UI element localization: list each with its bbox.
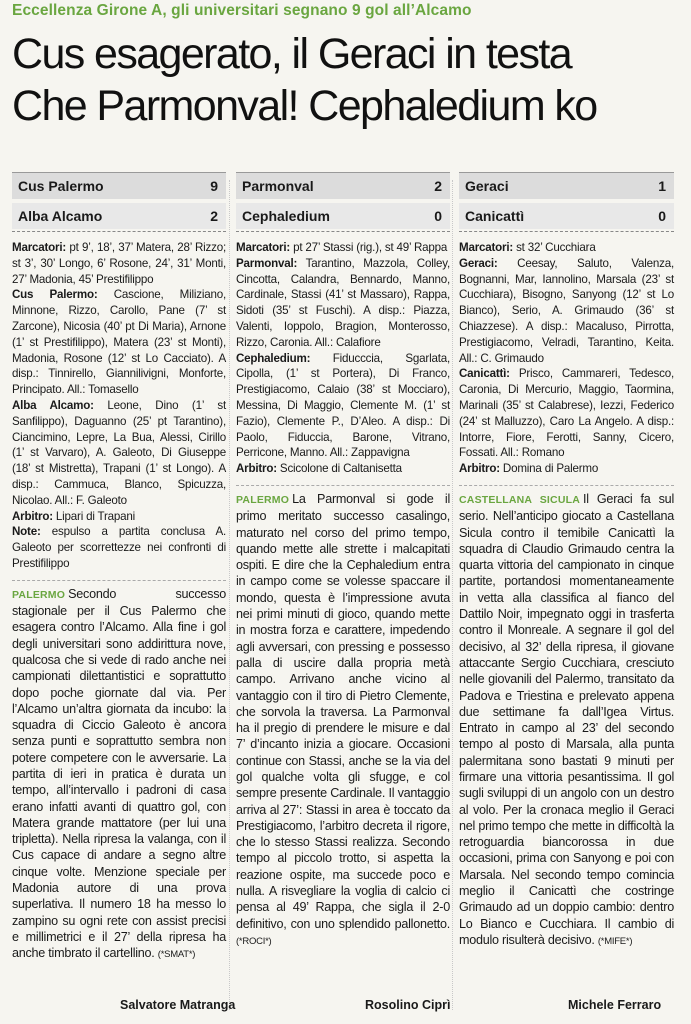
byline-author: Salvatore Matranga xyxy=(120,998,236,1012)
match-column-2 xyxy=(236,172,450,950)
team-name: Parmonval xyxy=(242,178,314,194)
match-column-1 xyxy=(12,172,226,964)
byline-author: Michele Ferraro xyxy=(568,998,662,1012)
team-score: 0 xyxy=(434,208,442,224)
team-name: Alba Alcamo xyxy=(18,208,103,224)
match-details xyxy=(236,240,450,477)
detail-away-lineup: Alba Alcamo: Leone, Dino (1’ st Sanfilippo), Daguanno (25’ pt Tarantino), Ciancimino, Lepre, La Bua, Alessi, Cirillo (1’ st Varvaro), A. Galeoto, Di Giuseppe (18’ st Mistretta), Trapani (1’ st Longo). A disp.: Cammuca, Blanco, Spicuzza, Nicolao. All.: F. Galeoto xyxy=(12,398,226,507)
team-name: Geraci xyxy=(465,178,509,194)
score-row-home xyxy=(459,173,674,199)
team-name: Cephaledium xyxy=(242,208,330,224)
detail-home-lineup: Cus Palermo: Cascione, Miliziano, Minnone, Rizzo, Carollo, Pane (7’ st Zarcone), Nicosia (40’ pt Di Maria), Arnone (1’ st Prestifilippo), Matera (23’ st Monti), Madonia, Rosone (12’ st Lo Cacciato). A disp.: Tinnirello, Giannilivigni, Monforte, Principato. All.: Tomasello xyxy=(12,288,226,397)
detail-referee: Arbitro: Domina di Palermo xyxy=(459,462,599,476)
article-body: CASTELLANA SICULA Il Geraci fa sul serio. Nell’anticipo giocato a Castellana Sicula contro il temibile Canicattì la squadra di Claudio Grimaudo centra la quarta vittoria del campionato in cinque partite, portandosi momentaneamente in vetta alla classifica al fianco del Dattilo Noir, impegnato oggi in trasferta contro il Monreale. A segnare il gol del decisivo, al 32’ della ripresa, il giovane attaccante Sergio Cucchiara, cresciuto nelle giovanili del Palermo, transitato da Padova e Triestina e prelevato appena due settimane fa dall’Igea Virtus. Entrato in campo al 23’ del secondo tempo al posto di Marsala, alla punta palermitana sono bastati 9 minuti per firmare una vittoria pesantissima. Il gol sugli sviluppi di un angolo con un destro al volo. Per la cronaca meglio il Geraci nel primo tempo che mette in difficoltà la retroguardia biancorossa in due occasioni, prima con Sanyong e poi con Marsala. Nel secondo tempo comincia meglio il Canicattì che costringe Grimaudo ad un doppio cambio: dentro Lo Bianco e Cucchiara. Il cambio di modulo risulterà decisivo. (*MIFE*) xyxy=(459,491,674,947)
team-name: Canicattì xyxy=(465,208,525,224)
score-row-away xyxy=(459,203,674,229)
detail-scorers: Marcatori: pt 27’ Stassi (rig.), st 49’ Rappa xyxy=(236,241,448,254)
scoreboard xyxy=(12,172,226,234)
score-row-away xyxy=(236,203,450,229)
team-name: Cus Palermo xyxy=(18,178,104,194)
detail-away-lineup: Cephaledium: Fiducccia, Sgarlata, Cipolla, (1’ st Portera), Di Franco, Prestigiacomo, Calaio (38’ st Mocciaro), Messina, Di Maggio, Clemente M. (1’ st Fazio), Clemente P., D’Aleo. A disp.: Di Paolo, Fiduccia, Barone, Vitrano, Perricone, Manno. All.: Zappavigna xyxy=(236,351,450,460)
match-details xyxy=(12,240,226,572)
match-column-3 xyxy=(459,172,674,950)
signature: (*ROCI*) xyxy=(236,935,272,947)
detail-referee: Arbitro: Scicolone di Caltanisetta xyxy=(236,462,402,476)
detail-home-lineup: Parmonval: Tarantino, Mazzola, Colley, Cincotta, Calandra, Bennardo, Manno, Cardinale, Stassi (41’ st Massaro), Rappa, Sidoti (35’ st Fuschi). A disp.: Piazza, Valenti, Ioppolo, Bragion, Monterosso, Rizzo, Caronia. All.: Calafiore xyxy=(236,256,450,349)
team-score: 9 xyxy=(210,178,218,194)
detail-away-lineup: Canicattì: Prisco, Cammareri, Tedesco, Caronia, Di Mercurio, Maggio, Taormina, Marinali (35’ st Calabrese), Iezzi, Federico (24’ st Malluzzo), Caro La Angelo. A disp.: Intorre, Fiore, Ferotti, Sanny, Cicero, Fossati. All.: Romano xyxy=(459,367,674,460)
scoreboard xyxy=(236,172,450,234)
score-row-home xyxy=(236,173,450,199)
team-score: 2 xyxy=(210,208,218,224)
detail-referee: Arbitro: Lipari di Trapani xyxy=(12,509,136,523)
dateline: PALERMO xyxy=(236,493,290,506)
team-score: 0 xyxy=(658,208,666,224)
team-score: 2 xyxy=(434,178,442,194)
article-body: PALERMO Secondo successo stagionale per il Cus Palermo che esagera contro l’Alcamo. Alla fine i gol degli universitari sono addirittura nove, qualcosa che si vede di rado anche nei campionati dilettantistici e soprattutto dopo poche giornate dal via. Per l’Alcamo un’altra giornata da incubo: la squadra di Ciccio Galeoto è ancora senza punti e soprattutto sembra non potere competere con le avversarie. La partita di ieri in pratica è durata un tempo, all’intervallo i padroni di casa erano infatti avanti di quattro gol, con Matera grande mattatore (per lui una tripletta). Nella ripresa la valanga, con il Cus capace di andare a segno altre cinque volte. Menzione speciale per Madonia autore di una prova superlativa. Il numero 18 ha messo lo zampino su ogni rete con assist precisi e millimetrici e il 27’ della ripresa ha anche timbrato il cartellino. (*SMAT*) xyxy=(12,586,226,961)
signature: (*MIFE*) xyxy=(597,935,633,947)
match-details xyxy=(459,240,674,477)
detail-scorers: Marcatori: st 32’ Cucchiara xyxy=(459,241,596,254)
headline-line-1: Cus esagerato, il Geraci in testa xyxy=(12,30,572,78)
detail-home-lineup: Geraci: Ceesay, Saluto, Valenza, Bognanni, Mar, Iannolino, Marsala (23’ st Cucchiara), Bisogno, Sanyong (12’ st Lo Bianco), Serio, A. Grimaudo (36’ st Chiazzese). A disp.: Macaluso, Pirrotta, Prestigiacomo, Velradi, Tarantino, Keita. All.: C. Grimaudo xyxy=(459,256,674,365)
dateline: PALERMO xyxy=(12,588,66,601)
detail-notes: Note: espulso a partita conclusa A. Galeoto per scorrettezze nei confronti di Prestifilippo xyxy=(12,525,226,570)
column-divider xyxy=(229,180,230,1010)
article-body: PALERMO La Parmonval si gode il primo meritato successo casalingo, maturato nel corso del primo tempo, quando mette alle strette i malcapitati ospiti. E dire che la Cephaledium entra in campo come se volesse spaccare il mondo, questa è l’impressione avuta nei primi minuti di gioco, quando mette in mostra forza e carattere, impedendo agli avversari, con pressing e possesso palla di uscire dalla propria metà campo. Arrivano anche vicino al vantaggio con il tiro di Pietro Clemente, che sorvola la traversa. La Parmonval ha il pregio di prendere le misure e dal 7’ d’incanto inizia a giocare. Occasioni continue con Stassi, anche se la via del gol qualche volta gli sfugge, e col sempre presente Cardinale. Il vantaggio arriva al 27’: Stassi in area è toccato da Prestigiacomo, l’arbitro decreta il rigore, che lo stesso Stassi realizza. Secondo tempo al piccolo trotto, si aspetta la reazione ospite, ma succede poco e nulla. A risvegliare la voglia di calcio ci pensa al 49’ Rappa, che sigla il 2-0 definitivo, con uno splendido pallonetto. (*ROCI*) xyxy=(236,491,450,947)
dateline: CASTELLANA SICULA xyxy=(459,493,581,506)
signature: (*SMAT*) xyxy=(157,949,196,961)
scoreboard xyxy=(459,172,674,234)
column-divider xyxy=(452,180,453,1010)
kicker: Eccellenza Girone A, gli universitari segnano 9 gol all’Alcamo xyxy=(12,2,472,19)
headline-line-2: Che Parmonval! Cephaledium ko xyxy=(12,82,597,130)
detail-scorers: Marcatori: pt 9’, 18’, 37’ Matera, 28’ Rizzo; st 3’, 30’ Longo, 6’ Rosone, 24’, 31’ Monti, 27’ Madonia, 45’ Prestifilippo xyxy=(12,241,226,286)
byline-author: Rosolino Ciprì xyxy=(365,998,451,1012)
score-row-away xyxy=(12,203,226,229)
score-row-home xyxy=(12,173,226,199)
team-score: 1 xyxy=(658,178,666,194)
